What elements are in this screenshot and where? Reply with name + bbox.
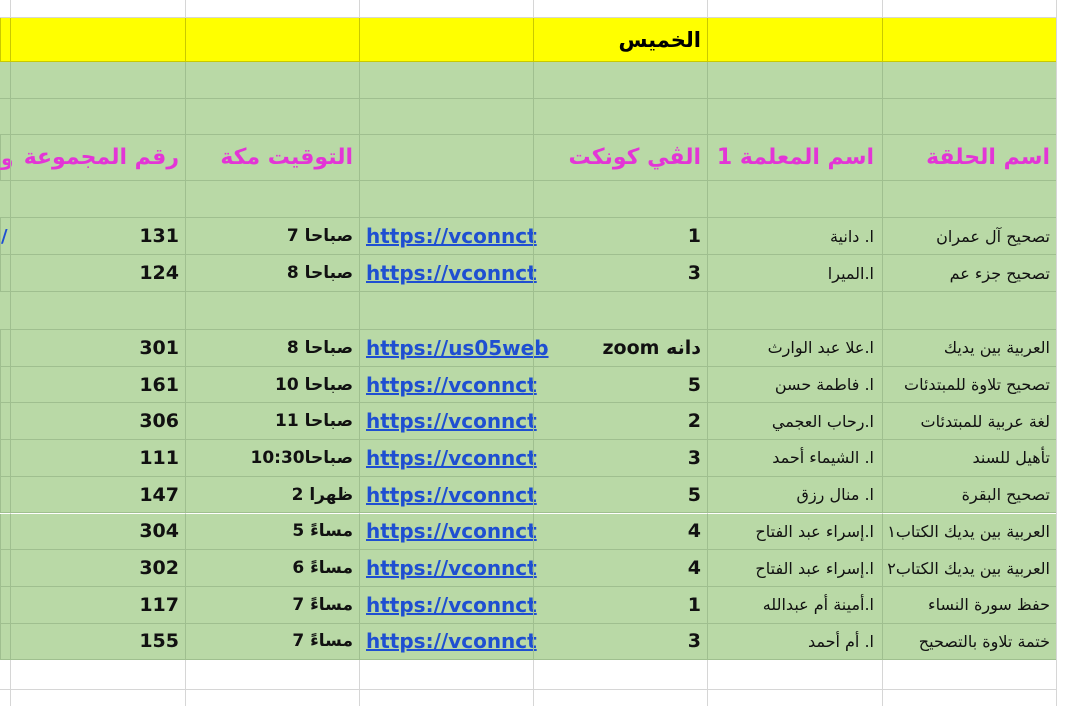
cell-vconnect[interactable] [533, 440, 707, 476]
table-row [0, 330, 1056, 367]
cell-link[interactable] [359, 218, 537, 254]
table-row [0, 403, 1056, 440]
cell[interactable] [533, 62, 707, 98]
cell-group-number[interactable] [10, 255, 185, 291]
cell-vconnect-value: 5 [687, 483, 701, 506]
edge-cell[interactable] [0, 403, 10, 439]
cell-group-number-value: 304 [139, 520, 179, 543]
cell-circle-name[interactable] [882, 624, 1056, 660]
cell-link[interactable] [359, 440, 537, 476]
cell-vconnect[interactable] [533, 218, 707, 254]
cell-group-number-value: 131 [139, 225, 179, 247]
header-label: الڤي كونكت [568, 145, 701, 170]
header-row [0, 135, 1056, 181]
cell-vconnect[interactable] [533, 255, 707, 291]
cell-makkah-time-value: 10 صباحا [275, 374, 353, 395]
cell-makkah-time[interactable] [185, 367, 359, 403]
cell-teacher-name-value: ا. فاطمة حسن [774, 375, 874, 395]
cell-makkah-time-value: 8 صباحا [286, 337, 353, 358]
cell[interactable] [359, 292, 533, 329]
cell[interactable] [359, 18, 533, 61]
edge-header-fragment: و [1, 145, 14, 170]
table-row [0, 624, 1056, 661]
cell-makkah-time[interactable] [185, 514, 359, 550]
cell-circle-name-value: حفظ سورة النساء [928, 595, 1050, 615]
meeting-link[interactable]: https://vconnct [366, 445, 537, 470]
header-label: التوقيت مكة [220, 145, 353, 170]
header-label: اسم المعلمة 1 [716, 145, 874, 170]
cell-circle-name-value: ختمة تلاوة بالتصحيح [918, 631, 1050, 651]
cell-group-number[interactable] [10, 330, 185, 366]
cell-circle-name-value: تصحيح تلاوة للمبتدئات [904, 375, 1050, 395]
meeting-link[interactable]: https://vconnct [366, 482, 537, 507]
cell[interactable] [185, 181, 359, 217]
cell-makkah-time-value: 8 صباحا [286, 263, 353, 283]
cell[interactable] [707, 18, 882, 61]
cell-group-number-value: 301 [139, 336, 179, 359]
cell-makkah-time-value: 5 مساءً [292, 521, 353, 542]
table-row [0, 587, 1056, 624]
cell-makkah-time-value: 2 ظهرا [291, 484, 353, 505]
edge-cell[interactable] [0, 477, 10, 513]
cell-link[interactable] [359, 255, 537, 291]
table-row [0, 255, 1056, 292]
cell-link[interactable] [359, 624, 537, 660]
cell[interactable] [10, 292, 185, 329]
empty-row [0, 99, 1056, 135]
cell-link[interactable] [359, 550, 537, 586]
table-row [0, 514, 1056, 551]
header-circle-name[interactable] [882, 135, 1056, 180]
cell-vconnect-value: 4 [687, 557, 701, 580]
cell-vconnect-value: zoom دانه [602, 336, 701, 359]
cell-group-number[interactable] [10, 440, 185, 476]
cell-teacher-name-value: ا. الشيماء أحمد [772, 448, 874, 468]
edge-cell[interactable] [0, 550, 10, 586]
cell-vconnect[interactable] [533, 403, 707, 439]
cell-vconnect-value: 3 [687, 262, 701, 284]
cell-makkah-time[interactable] [185, 403, 359, 439]
cell[interactable] [185, 292, 359, 329]
cell-makkah-time[interactable] [185, 440, 359, 476]
cell-circle-name[interactable] [882, 255, 1056, 291]
cell[interactable] [359, 99, 533, 134]
cell[interactable] [185, 99, 359, 134]
cell-group-number-value: 306 [139, 410, 179, 433]
header-teacher-name[interactable] [707, 135, 882, 180]
cell[interactable] [10, 62, 185, 98]
cell-teacher-name-value: ا.إسراء عبد الفتاح [755, 521, 874, 541]
cell-makkah-time[interactable] [185, 218, 359, 254]
cell-link[interactable] [359, 367, 537, 403]
cell[interactable] [359, 62, 533, 98]
header-group-number[interactable] [10, 135, 185, 180]
meeting-link[interactable]: https://us05web [366, 335, 549, 360]
cell-group-number[interactable] [10, 403, 185, 439]
cell-link[interactable] [359, 403, 537, 439]
cell-circle-name-value: تصحيح البقرة [961, 485, 1050, 505]
cell-teacher-name[interactable] [707, 440, 882, 476]
cell[interactable] [185, 62, 359, 98]
edge-cell[interactable] [0, 624, 10, 660]
cell-circle-name-value: العربية بين يديك [943, 338, 1050, 358]
cell-group-number-value: 302 [139, 557, 179, 580]
cell[interactable] [533, 99, 707, 134]
cell-link[interactable] [359, 477, 537, 513]
meeting-link[interactable]: https://vconnct [366, 224, 537, 248]
cell-group-number[interactable] [10, 514, 185, 550]
cell[interactable] [882, 181, 1056, 217]
cell[interactable] [882, 99, 1056, 134]
gridline [1056, 0, 1057, 706]
header-vconnect[interactable] [533, 135, 707, 180]
cell-group-number[interactable] [10, 587, 185, 623]
empty-row [0, 660, 1056, 690]
cell-teacher-name-value: ا.الميرا [827, 263, 874, 283]
cell-circle-name[interactable] [882, 218, 1056, 254]
cell-circle-name-value: لغة عربية للمبتدئات [920, 411, 1050, 431]
cell-teacher-name[interactable] [707, 514, 882, 550]
cell-teacher-name-value: ا. دانية [829, 226, 874, 246]
cell-vconnect-value: 3 [687, 630, 701, 653]
cell-group-number-value: 161 [139, 373, 179, 396]
cell-teacher-name[interactable] [707, 330, 882, 366]
cell[interactable] [185, 18, 359, 61]
cell[interactable] [359, 181, 533, 217]
cell-makkah-time[interactable] [185, 624, 359, 660]
edge-link-fragment[interactable]: / [1, 225, 8, 247]
cell-makkah-time-value: 10:30صباحا [250, 447, 353, 468]
cell[interactable] [882, 292, 1056, 329]
cell-circle-name-value: تصحيح آل عمران [936, 226, 1050, 246]
cell-vconnect-value: 2 [687, 410, 701, 433]
cell-teacher-name-value: ا. أم أحمد [807, 631, 874, 651]
cell-group-number[interactable] [10, 477, 185, 513]
cell[interactable] [0, 18, 10, 61]
cell-vconnect[interactable] [533, 477, 707, 513]
cell-teacher-name-value: ا.رحاب العجمي [771, 411, 874, 431]
cell[interactable] [10, 99, 185, 134]
cell-group-number-value: 117 [139, 593, 179, 616]
table-row [0, 477, 1056, 514]
edge-cell[interactable] [0, 255, 10, 291]
cell-vconnect[interactable] [533, 587, 707, 623]
cell-teacher-name-value: ا. منال رزق [796, 485, 874, 505]
cell-circle-name-value: تأهيل للسند [972, 448, 1050, 468]
cell-makkah-time-value: 7 صباحا [286, 226, 353, 246]
cell-makkah-time[interactable] [185, 587, 359, 623]
cell-group-number[interactable] [10, 624, 185, 660]
cell-vconnect[interactable] [533, 330, 707, 366]
meeting-link[interactable]: https://vconnct [366, 519, 537, 544]
day-title: الخميس [618, 27, 701, 52]
cell-makkah-time[interactable] [185, 477, 359, 513]
edge-cell[interactable] [0, 367, 10, 403]
cell-makkah-time[interactable] [185, 550, 359, 586]
cell-makkah-time[interactable] [185, 255, 359, 291]
cell[interactable] [533, 181, 707, 217]
cell-makkah-time[interactable] [185, 330, 359, 366]
cell-link[interactable] [359, 587, 537, 623]
cell-circle-name-value: العربية بين يديك الكتاب٢ [887, 558, 1050, 578]
header-makkah-time[interactable] [185, 135, 359, 180]
cell-group-number-value: 111 [139, 446, 179, 469]
cell[interactable] [707, 181, 882, 217]
cell-teacher-name[interactable] [707, 550, 882, 586]
edge-cell[interactable] [0, 514, 10, 550]
cell-group-number-value: 124 [139, 262, 179, 284]
cell-makkah-time-value: 7 مساءً [292, 594, 353, 615]
cell-teacher-name[interactable] [707, 587, 882, 623]
cell-circle-name[interactable] [882, 514, 1056, 550]
cell-group-number-value: 147 [139, 483, 179, 506]
cell[interactable] [10, 181, 185, 217]
cell-teacher-name[interactable] [707, 218, 882, 254]
cell[interactable] [707, 99, 882, 134]
edge-cell[interactable] [0, 587, 10, 623]
cell-makkah-time-value: 11 صباحا [275, 411, 353, 432]
cell[interactable] [882, 62, 1056, 98]
cell-vconnect-value: 5 [687, 373, 701, 396]
meeting-link[interactable]: https://vconnct [366, 629, 537, 654]
cell-makkah-time-value: 6 مساءً [292, 558, 353, 579]
cell-vconnect-value: 3 [687, 446, 701, 469]
cell-circle-name[interactable] [882, 477, 1056, 513]
cell-group-number-value: 155 [139, 630, 179, 653]
meeting-link[interactable]: https://vconnct [366, 409, 537, 434]
cell-circle-name[interactable] [882, 440, 1056, 476]
cell-circle-name-value: تصحيح جزء عم [949, 263, 1050, 283]
table-row [0, 367, 1056, 404]
cell-makkah-time-value: 7 مساءً [292, 631, 353, 652]
cell[interactable] [707, 62, 882, 98]
table-row [0, 440, 1056, 477]
cell-vconnect-value: 4 [687, 520, 701, 543]
cell[interactable] [533, 292, 707, 329]
cell-link[interactable] [359, 330, 549, 366]
empty-row [0, 292, 1056, 330]
table-row [0, 218, 1056, 255]
edge-cell[interactable] [0, 330, 10, 366]
cell-circle-name[interactable] [882, 550, 1056, 586]
cell-teacher-name[interactable] [707, 367, 882, 403]
header-label: رقم المجموعة [23, 145, 179, 170]
cell-group-number[interactable] [10, 218, 185, 254]
cell-circle-name[interactable] [882, 330, 1056, 366]
empty-row [0, 62, 1056, 99]
cell-teacher-name[interactable] [707, 255, 882, 291]
cell-group-number[interactable] [10, 550, 185, 586]
header-label: اسم الحلقة [926, 145, 1050, 170]
empty-row [0, 181, 1056, 218]
cell-teacher-name-value: ا.أمينة أم عبدالله [762, 595, 874, 615]
cell-teacher-name[interactable] [707, 624, 882, 660]
cell[interactable] [707, 292, 882, 329]
cell-teacher-name[interactable] [707, 477, 882, 513]
day-row [0, 18, 1056, 62]
cell-vconnect-value: 1 [687, 225, 701, 247]
cell-teacher-name-value: ا.علا عبد الوارث [767, 338, 874, 358]
meeting-link[interactable]: https://vconnct [366, 556, 537, 581]
meeting-link[interactable]: https://vconnct [366, 261, 537, 285]
cell-circle-name-value: العربية بين يديك الكتاب١ [887, 521, 1050, 541]
empty-row [0, 0, 1056, 18]
cell[interactable] [10, 18, 185, 61]
edge-cell[interactable] [0, 440, 10, 476]
header-link[interactable] [359, 135, 533, 180]
cell-teacher-name[interactable] [707, 403, 882, 439]
cell-circle-name[interactable] [882, 367, 1056, 403]
edge-cell[interactable] [0, 218, 10, 254]
cell-vconnect[interactable] [533, 624, 707, 660]
cell-group-number[interactable] [10, 367, 185, 403]
cell-circle-name[interactable] [882, 403, 1056, 439]
cell-circle-name[interactable] [882, 587, 1056, 623]
cell-vconnect-value: 1 [687, 593, 701, 616]
cell-vconnect[interactable] [533, 514, 707, 550]
cell[interactable] [882, 18, 1056, 61]
day-title-cell[interactable] [533, 18, 707, 61]
meeting-link[interactable]: https://vconnct [366, 372, 537, 397]
cell-vconnect[interactable] [533, 367, 707, 403]
table-row [0, 550, 1056, 587]
edge-cell[interactable] [0, 135, 14, 180]
cell-link[interactable] [359, 514, 537, 550]
meeting-link[interactable]: https://vconnct [366, 592, 537, 617]
cell-teacher-name-value: ا.إسراء عبد الفتاح [755, 558, 874, 578]
cell-vconnect[interactable] [533, 550, 707, 586]
